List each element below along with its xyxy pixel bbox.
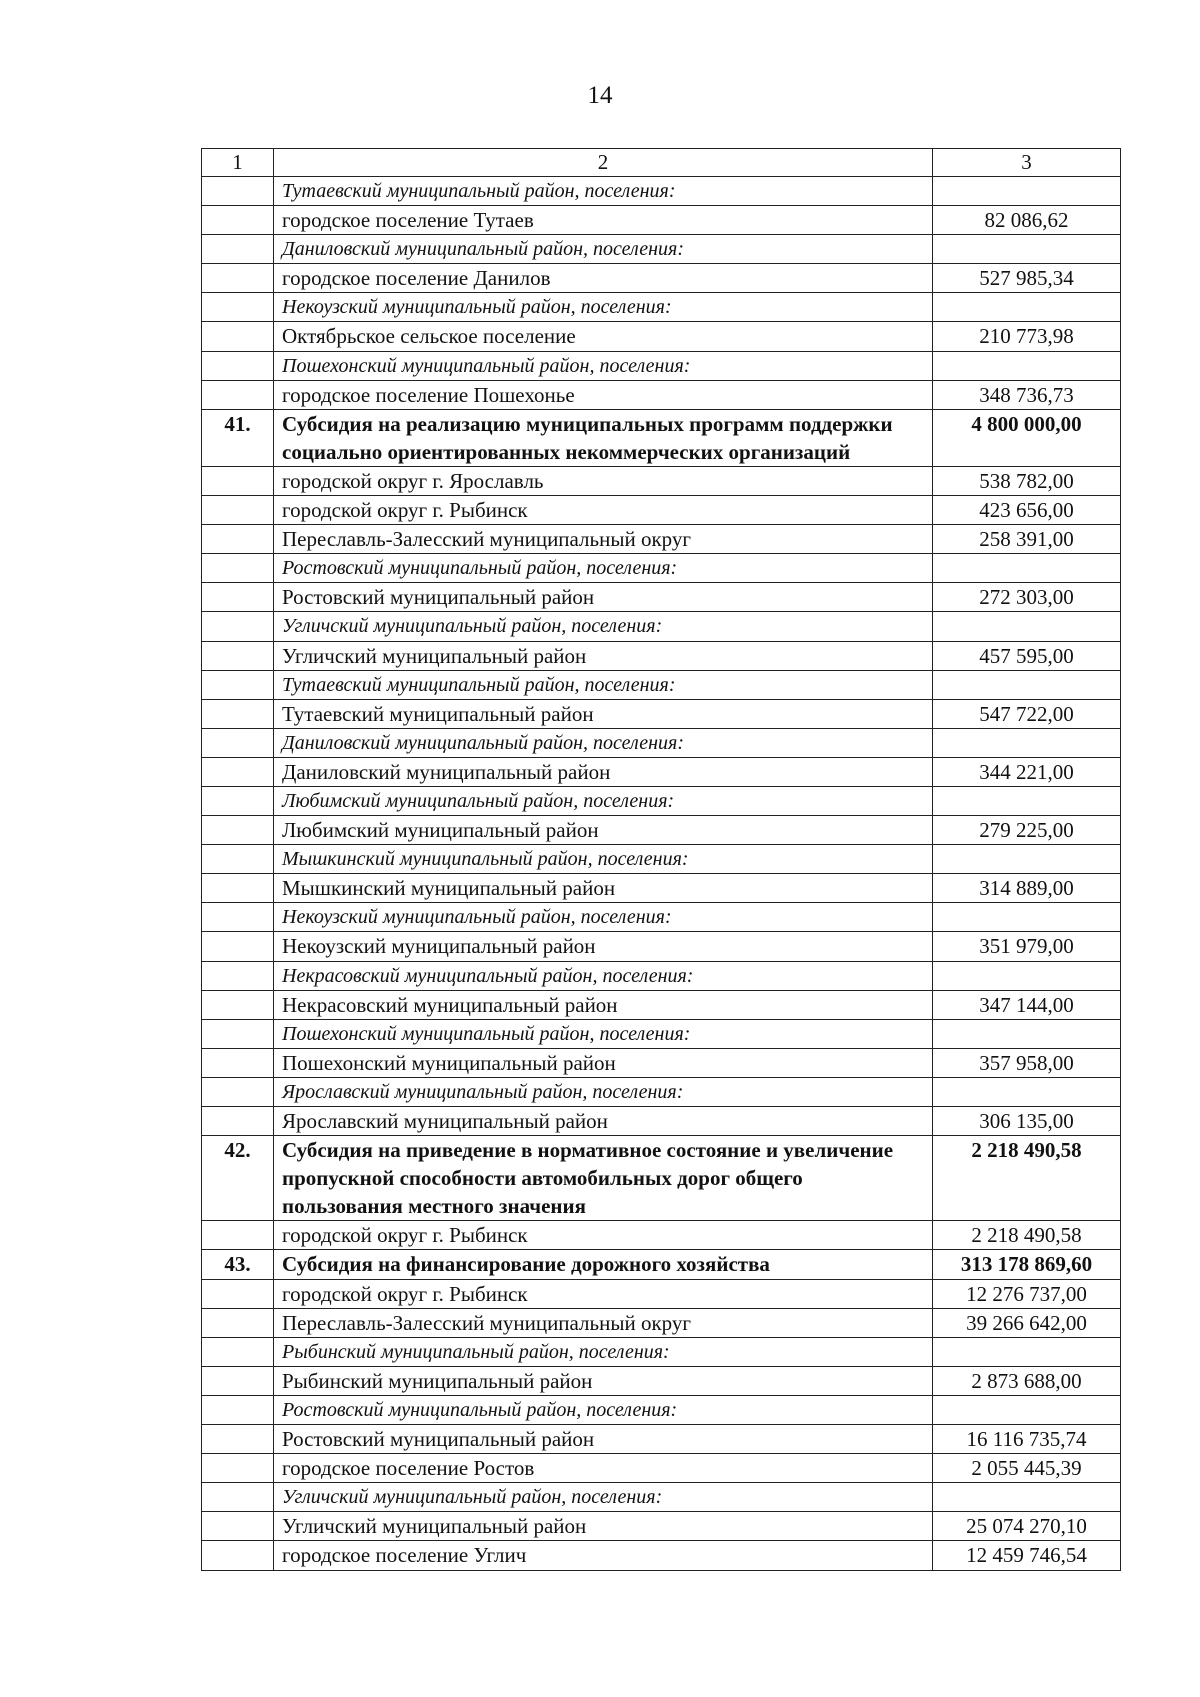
row-number-cell [202,1107,274,1136]
row-number-cell [202,1279,274,1308]
table-row [202,932,1121,961]
table-row [202,322,1121,351]
row-amount-cell: 4 800 000,00 [933,409,1121,466]
row-number-cell [202,757,274,786]
row-amount-cell: 82 086,62 [933,206,1121,235]
row-amount-cell: 538 782,00 [933,466,1121,495]
row-number-cell [202,816,274,845]
row-number-cell [202,496,274,525]
row-amount-cell [933,670,1121,699]
row-name-cell: Тутаевский муниципальный район [274,699,933,728]
table-row [202,699,1121,728]
subheading-row [202,235,1121,264]
row-name-cell: Ярославский муниципальный район [274,1107,933,1136]
row-number-cell [202,1019,274,1048]
row-number-cell [202,322,274,351]
row-name-cell: Некоузский муниципальный район, поселения: [274,293,933,322]
row-amount-cell: 272 303,00 [933,583,1121,612]
section-row [202,1136,1121,1221]
row-amount-cell: 12 276 737,00 [933,1279,1121,1308]
row-number-cell [202,380,274,409]
row-name-cell: Некоузский муниципальный район [274,932,933,961]
subheading-row [202,1019,1121,1048]
table-row [202,874,1121,903]
row-amount-cell [933,554,1121,583]
subheading-row [202,786,1121,815]
table-row [202,757,1121,786]
table-row [202,583,1121,612]
row-number-cell [202,351,274,380]
subheading-row [202,961,1121,990]
row-amount-cell: 279 225,00 [933,816,1121,845]
table-row [202,1366,1121,1395]
row-name-cell: городское поселение Данилов [274,264,933,293]
subheading-row [202,293,1121,322]
row-amount-cell: 16 116 735,74 [933,1425,1121,1454]
row-name-cell: Мышкинский муниципальный район [274,874,933,903]
row-name-cell: Любимский муниципальный район, поселения: [274,786,933,815]
row-number-cell [202,641,274,670]
row-amount-cell: 2 873 688,00 [933,1366,1121,1395]
row-number-cell [202,466,274,495]
row-amount-cell: 347 144,00 [933,990,1121,1019]
row-amount-cell [933,1395,1121,1424]
row-amount-cell: 357 958,00 [933,1048,1121,1077]
row-amount-cell [933,728,1121,757]
column-header-3: 3 [933,149,1121,177]
row-amount-cell: 25 074 270,10 [933,1512,1121,1541]
row-name-cell: Угличский муниципальный район [274,641,933,670]
row-number-cell [202,1395,274,1424]
subheading-row [202,351,1121,380]
row-name-cell: Даниловский муниципальный район, поселения: [274,235,933,264]
row-amount-cell [933,961,1121,990]
subsidy-table [201,148,1121,1571]
row-number-cell [202,235,274,264]
table-row [202,816,1121,845]
row-amount-cell: 344 221,00 [933,757,1121,786]
section-row [202,1250,1121,1279]
table-row [202,1107,1121,1136]
table-row [202,1308,1121,1337]
row-number-cell [202,874,274,903]
row-name-cell: городское поселение Пошехонье [274,380,933,409]
subheading-row [202,1077,1121,1106]
row-amount-cell: 457 595,00 [933,641,1121,670]
table-row [202,1221,1121,1250]
row-number-cell: 42. [202,1136,274,1221]
row-number-cell [202,612,274,641]
row-amount-cell [933,845,1121,874]
row-number-cell [202,699,274,728]
row-name-cell: Ростовский муниципальный район, поселения: [274,1395,933,1424]
subheading-row [202,1395,1121,1424]
row-number-cell [202,293,274,322]
row-name-cell: городской округ г. Рыбинск [274,496,933,525]
row-name-cell: Некрасовский муниципальный район [274,990,933,1019]
row-name-cell: Даниловский муниципальный район [274,757,933,786]
row-name-cell: Пошехонский муниципальный район, поселения: [274,351,933,380]
table-row [202,990,1121,1019]
table-row [202,525,1121,554]
row-name-cell: Переславль-Залесский муниципальный округ [274,525,933,554]
row-number-cell [202,177,274,206]
row-number-cell [202,961,274,990]
row-number-cell [202,1483,274,1512]
table-row [202,1425,1121,1454]
row-number-cell [202,1337,274,1366]
subheading-row [202,177,1121,206]
row-amount-cell: 258 391,00 [933,525,1121,554]
subheading-row [202,903,1121,932]
row-number-cell [202,206,274,235]
row-name-cell: городское поселение Углич [274,1541,933,1570]
subheading-row [202,612,1121,641]
row-number-cell [202,525,274,554]
section-row [202,409,1121,466]
row-name-cell: Любимский муниципальный район [274,816,933,845]
row-name-cell: городское поселение Тутаев [274,206,933,235]
row-amount-cell: 423 656,00 [933,496,1121,525]
row-number-cell [202,903,274,932]
table-row [202,1454,1121,1483]
row-amount-cell: 2 218 490,58 [933,1136,1121,1221]
row-number-cell [202,670,274,699]
table-body [202,177,1121,1571]
row-amount-cell: 39 266 642,00 [933,1308,1121,1337]
row-amount-cell: 547 722,00 [933,699,1121,728]
row-name-cell: Тутаевский муниципальный район, поселения: [274,177,933,206]
table-row [202,641,1121,670]
row-number-cell [202,1221,274,1250]
table-row [202,380,1121,409]
row-number-cell [202,1366,274,1395]
row-name-cell: Мышкинский муниципальный район, поселения: [274,845,933,874]
row-number-cell [202,1425,274,1454]
row-name-cell: Переславль-Залесский муниципальный округ [274,1308,933,1337]
row-number-cell [202,1512,274,1541]
row-name-cell: Пошехонский муниципальный район [274,1048,933,1077]
row-amount-cell: 2 218 490,58 [933,1221,1121,1250]
row-name-cell: Субсидия на приведение в нормативное состояние и увеличение пропускной способности автомобильных дорог общего пользования местного значения [274,1136,933,1221]
row-amount-cell [933,293,1121,322]
row-name-cell: Угличский муниципальный район, поселения: [274,612,933,641]
row-amount-cell [933,177,1121,206]
row-name-cell: городской округ г. Рыбинск [274,1221,933,1250]
table-row [202,1512,1121,1541]
subheading-row [202,1337,1121,1366]
row-amount-cell [933,1483,1121,1512]
table-row [202,466,1121,495]
row-number-cell [202,264,274,293]
table-row [202,206,1121,235]
column-header-2: 2 [274,149,933,177]
row-number-cell [202,1048,274,1077]
row-name-cell: Рыбинский муниципальный район [274,1366,933,1395]
page-number: 14 [587,82,613,109]
subheading-row [202,670,1121,699]
row-name-cell: городской округ г. Рыбинск [274,1279,933,1308]
row-name-cell: Ростовский муниципальный район, поселения: [274,554,933,583]
row-amount-cell: 314 889,00 [933,874,1121,903]
row-number-cell [202,1308,274,1337]
row-amount-cell [933,1337,1121,1366]
row-amount-cell [933,235,1121,264]
row-number-cell: 41. [202,409,274,466]
row-name-cell: Ростовский муниципальный район [274,1425,933,1454]
row-name-cell: городское поселение Ростов [274,1454,933,1483]
row-amount-cell: 2 055 445,39 [933,1454,1121,1483]
table-row [202,1048,1121,1077]
subheading-row [202,728,1121,757]
row-name-cell: Некоузский муниципальный район, поселения: [274,903,933,932]
row-number-cell [202,728,274,757]
row-name-cell: Угличский муниципальный район, поселения: [274,1483,933,1512]
row-amount-cell [933,612,1121,641]
row-number-cell [202,1077,274,1106]
column-header-1: 1 [202,149,274,177]
row-name-cell: Угличский муниципальный район [274,1512,933,1541]
row-name-cell: Субсидия на реализацию муниципальных программ поддержки социально ориентированных некоммерческих организаций [274,409,933,466]
row-amount-cell [933,1077,1121,1106]
row-name-cell: городской округ г. Ярославль [274,466,933,495]
row-number-cell [202,990,274,1019]
row-amount-cell: 348 736,73 [933,380,1121,409]
row-name-cell: Пошехонский муниципальный район, поселения: [274,1019,933,1048]
row-name-cell: Некрасовский муниципальный район, поселения: [274,961,933,990]
row-name-cell: Ярославский муниципальный район, поселения: [274,1077,933,1106]
subheading-row [202,1483,1121,1512]
table-row [202,264,1121,293]
table-row [202,496,1121,525]
row-amount-cell [933,903,1121,932]
row-name-cell: Рыбинский муниципальный район, поселения: [274,1337,933,1366]
subheading-row [202,845,1121,874]
subheading-row [202,554,1121,583]
row-amount-cell: 306 135,00 [933,1107,1121,1136]
row-number-cell [202,932,274,961]
row-number-cell [202,1541,274,1570]
row-number-cell [202,583,274,612]
row-name-cell: Тутаевский муниципальный район, поселения: [274,670,933,699]
row-amount-cell [933,1019,1121,1048]
row-amount-cell: 12 459 746,54 [933,1541,1121,1570]
row-number-cell: 43. [202,1250,274,1279]
table-row [202,1541,1121,1570]
row-number-cell [202,554,274,583]
row-number-cell [202,845,274,874]
row-name-cell: Субсидия на финансирование дорожного хозяйства [274,1250,933,1279]
row-amount-cell: 527 985,34 [933,264,1121,293]
table-header-row [202,149,1121,177]
row-amount-cell [933,786,1121,815]
row-name-cell: Даниловский муниципальный район, поселения: [274,728,933,757]
row-name-cell: Ростовский муниципальный район [274,583,933,612]
row-number-cell [202,786,274,815]
table-row [202,1279,1121,1308]
row-name-cell: Октябрьское сельское поселение [274,322,933,351]
row-amount-cell: 313 178 869,60 [933,1250,1121,1279]
row-number-cell [202,1454,274,1483]
row-amount-cell [933,351,1121,380]
row-amount-cell: 351 979,00 [933,932,1121,961]
row-amount-cell: 210 773,98 [933,322,1121,351]
